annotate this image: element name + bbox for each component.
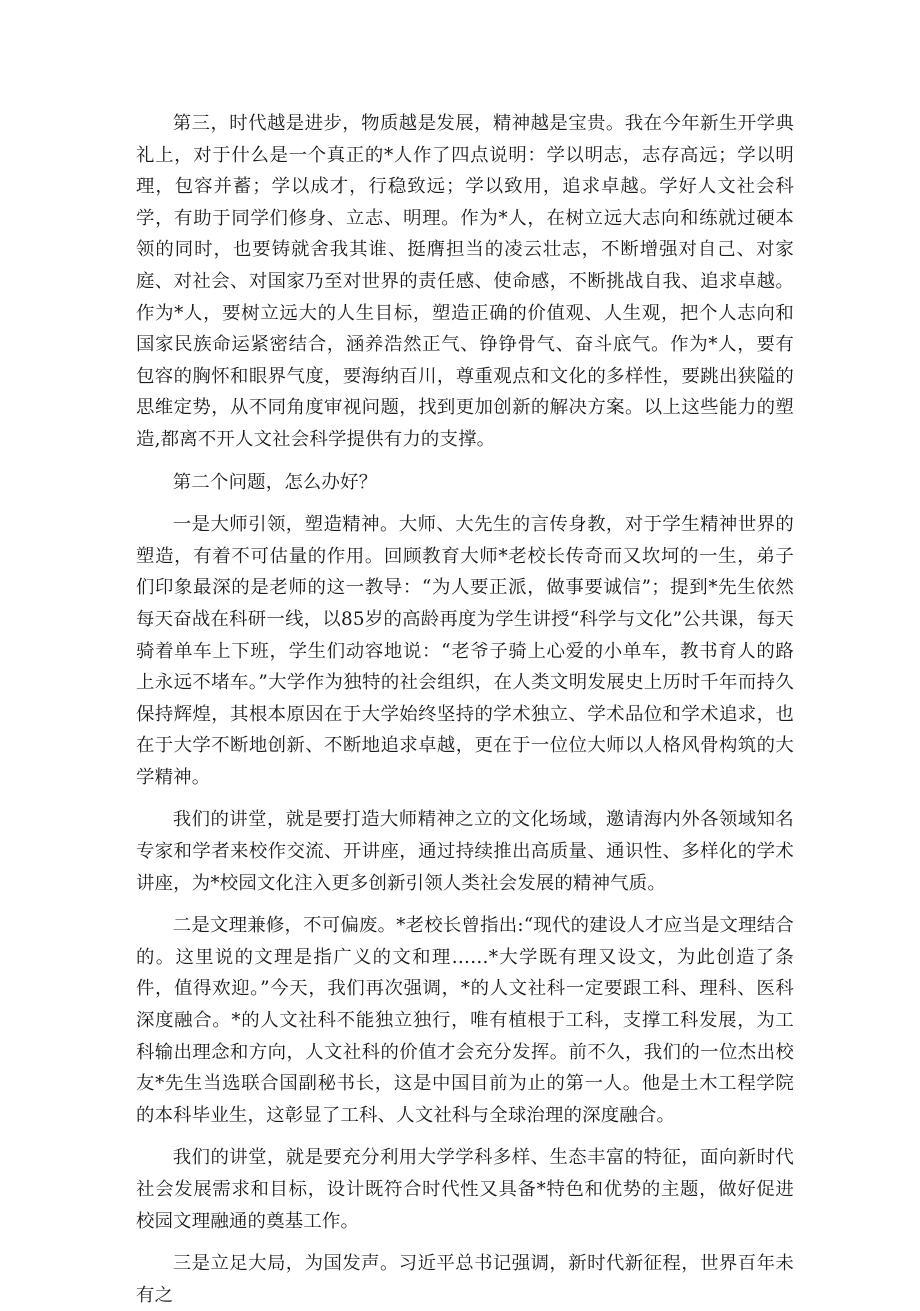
paragraph-era-progress: 第三，时代越是进步，物质越是发展，精神越是宝贵。我在今年新生开学典礼上，对于什么是一个真正的*人作了四点说明：学以明志，志存高远；学以明理，包容并蓄；学以成才，行稳致远；学以致用，追求卓越。学好人文社会科学，有助于同学们修身、立志、明理。作为*人，在树立远大志向和练就过硬本领的同时，也要铸就舍我其谁、挺膺担当的凌云壮志，不断增强对自己、对家庭、对社会、对国家乃至对世界的责任感、使命感，不断挑战自我、追求卓越。作为*人，要树立远大的人生目标，塑造正确的价值观、人生观，把个人志向和国家民族命运紧密结合，涵养浩然正气、铮铮骨气、奋斗底气。作为*人，要有包容的胸怀和眼界气度，要海纳百川，尊重观点和文化的多样性，要跳出狭隘的思维定势，从不同角度审视问题，找到更加创新的解决方案。以上这些能力的塑造,都离不开人文社会科学提供有力的支撑。: [136, 113, 794, 450]
paragraph-lecture-hall-culture: 我们的讲堂，就是要打造大师精神之立的文化场域，邀请海内外各领域知名专家和学者来校作交流、开讲座，通过持续推出高质量、通识性、多样化的学术讲座，为*校园文化注入更多创新引领人类社会发展的精神气质。: [136, 809, 794, 894]
paragraph-national-voice: 三是立足大局，为国发声。习近平总书记强调，新时代新征程，世界百年未有之: [136, 1253, 794, 1306]
paragraph-question-two: 第二个问题，怎么办好？: [172, 471, 378, 493]
paragraph-master-guidance: 一是大师引领，塑造精神。大师、大先生的言传身教，对于学生精神世界的塑造，有着不可估量的作用。回顾教育大师*老校长传奇而又坎坷的一生，弟子们印象最深的是老师的这一教导：“为人要正派，做事要诚信”；提到*先生依然每天奋战在科研一线，以85岁的高龄再度为学生讲授“科学与文化”公共课，每天骑着单车上下班，学生们动容地说：“老爷子骑上心爱的小单车，教书育人的路上永远不堵车。”大学作为独特的社会组织，在人类文明发展史上历时千年而持久保持辉煌，其根本原因在于大学始终坚持的学术独立、学术品位和学术追求，也在于大学不断地创新、不断地追求卓越，更在于一位位大师以人格风骨构筑的大学精神。: [136, 514, 794, 788]
paragraph-arts-science-integration: 二是文理兼修，不可偏废。*老校长曾指出:“现代的建设人才应当是文理结合的。这里说的文理是指广义的文和理……*大学既有理又设文，为此创造了条件，值得欢迎。”今天，我们再次强调，*的人文社科一定要跟工科、理科、医科深度融合。*的人文社科不能独立独行，唯有植根于工科，支撑工科发展，为工科输出理念和方向，人文社科的价值才会充分发挥。前不久，我们的一位杰出校友*先生当选联合国副秘书长，这是中国目前为止的第一人。他是土木工程学院的本科毕业生，这彰显了工科、人文社科与全球治理的深度融合。: [136, 915, 794, 1126]
document-body: [136, 108, 794, 1311]
paragraph-lecture-hall-disciplines: 我们的讲堂，就是要充分利用大学学科多样、生态丰富的特征，面向新时代社会发展需求和目标，设计既符合时代性又具备*特色和优势的主题，做好促进校园文理融通的奠基工作。: [136, 1147, 794, 1232]
